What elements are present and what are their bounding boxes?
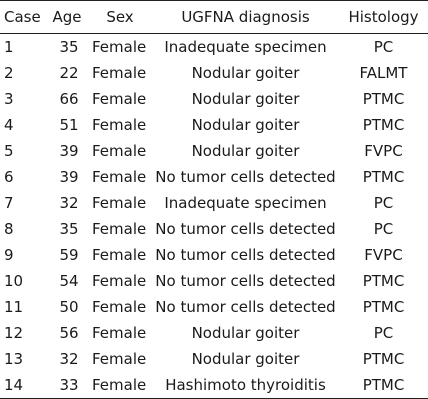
cell-sex: Female bbox=[92, 116, 147, 134]
table-body bbox=[0, 34, 428, 399]
cell-diagnosis: Inadequate specimen bbox=[164, 38, 327, 56]
cell-sex: Female bbox=[92, 220, 147, 238]
cell-histology: FVPC bbox=[364, 142, 403, 160]
table-row bbox=[0, 346, 428, 372]
cell-histology: PTMC bbox=[362, 168, 405, 186]
cell-histology: PC bbox=[373, 38, 394, 56]
table-row bbox=[0, 268, 428, 294]
cell-case: 2 bbox=[4, 64, 14, 82]
table-row bbox=[0, 86, 428, 112]
cell-histology: PTMC bbox=[362, 272, 405, 290]
cell-sex: Female bbox=[92, 168, 147, 186]
cell-case: 7 bbox=[4, 194, 14, 212]
cell-case: 3 bbox=[4, 90, 14, 108]
cell-case: 4 bbox=[4, 116, 14, 134]
cell-histology: FALMT bbox=[359, 64, 408, 82]
cell-histology: PC bbox=[373, 194, 394, 212]
cell-diagnosis: Hashimoto thyroiditis bbox=[165, 376, 326, 394]
cell-diagnosis: Nodular goiter bbox=[191, 142, 300, 160]
cell-sex: Female bbox=[92, 194, 147, 212]
cell-age: 35 bbox=[59, 220, 79, 238]
cell-diagnosis: Inadequate specimen bbox=[164, 194, 327, 212]
header-sex: Sex bbox=[106, 8, 134, 26]
table-row bbox=[0, 242, 428, 268]
cell-histology: PTMC bbox=[362, 350, 405, 368]
cell-case: 13 bbox=[4, 350, 24, 368]
cell-diagnosis: Nodular goiter bbox=[191, 350, 300, 368]
cell-case: 6 bbox=[4, 168, 14, 186]
cell-diagnosis: No tumor cells detected bbox=[155, 246, 336, 264]
cell-sex: Female bbox=[92, 272, 147, 290]
table-row bbox=[0, 216, 428, 242]
cell-sex: Female bbox=[92, 350, 147, 368]
cell-case: 14 bbox=[4, 376, 24, 394]
cell-case: 9 bbox=[4, 246, 14, 264]
table-row bbox=[0, 320, 428, 346]
cell-sex: Female bbox=[92, 324, 147, 342]
cell-sex: Female bbox=[92, 64, 147, 82]
cell-diagnosis: No tumor cells detected bbox=[155, 298, 336, 316]
cell-age: 39 bbox=[59, 142, 79, 160]
cell-age: 32 bbox=[59, 350, 79, 368]
cell-sex: Female bbox=[92, 142, 147, 160]
cell-sex: Female bbox=[92, 298, 147, 316]
cell-diagnosis: No tumor cells detected bbox=[155, 168, 336, 186]
cell-case: 10 bbox=[4, 272, 24, 290]
header-histology: Histology bbox=[348, 8, 419, 26]
header-age: Age bbox=[52, 8, 82, 26]
cell-histology: PTMC bbox=[362, 298, 405, 316]
cell-age: 50 bbox=[59, 298, 79, 316]
cell-age: 66 bbox=[59, 90, 79, 108]
cell-diagnosis: Nodular goiter bbox=[191, 64, 300, 82]
cell-sex: Female bbox=[92, 246, 147, 264]
cell-case: 1 bbox=[4, 38, 14, 56]
table-row bbox=[0, 294, 428, 320]
cell-age: 35 bbox=[59, 38, 79, 56]
cell-histology: PC bbox=[373, 220, 394, 238]
table-row bbox=[0, 164, 428, 190]
table-row bbox=[0, 34, 428, 61]
header-diagnosis: UGFNA diagnosis bbox=[181, 8, 310, 26]
cell-sex: Female bbox=[92, 376, 147, 394]
cell-diagnosis: Nodular goiter bbox=[191, 324, 300, 342]
table-row bbox=[0, 190, 428, 216]
cell-age: 33 bbox=[59, 376, 79, 394]
table-header bbox=[0, 1, 428, 34]
cell-diagnosis: No tumor cells detected bbox=[155, 220, 336, 238]
cell-age: 51 bbox=[59, 116, 79, 134]
cell-histology: PC bbox=[373, 324, 394, 342]
cell-diagnosis: Nodular goiter bbox=[191, 116, 300, 134]
header-case: Case bbox=[4, 8, 41, 26]
cell-age: 32 bbox=[59, 194, 79, 212]
cell-case: 12 bbox=[4, 324, 24, 342]
table-row bbox=[0, 112, 428, 138]
cell-diagnosis: Nodular goiter bbox=[191, 90, 300, 108]
cell-case: 11 bbox=[4, 298, 24, 316]
table-row bbox=[0, 60, 428, 86]
cell-age: 22 bbox=[59, 64, 79, 82]
cell-histology: PTMC bbox=[362, 116, 405, 134]
cell-age: 56 bbox=[59, 324, 79, 342]
cell-sex: Female bbox=[92, 38, 147, 56]
cell-sex: Female bbox=[92, 90, 147, 108]
cell-histology: FVPC bbox=[364, 246, 403, 264]
cell-age: 39 bbox=[59, 168, 79, 186]
cell-age: 54 bbox=[59, 272, 79, 290]
cell-diagnosis: No tumor cells detected bbox=[155, 272, 336, 290]
cell-histology: PTMC bbox=[362, 90, 405, 108]
cell-case: 8 bbox=[4, 220, 14, 238]
header-row bbox=[0, 1, 428, 34]
cell-case: 5 bbox=[4, 142, 14, 160]
table-row bbox=[0, 372, 428, 399]
cell-age: 59 bbox=[59, 246, 79, 264]
table-row bbox=[0, 138, 428, 164]
cell-histology: PTMC bbox=[362, 376, 405, 394]
